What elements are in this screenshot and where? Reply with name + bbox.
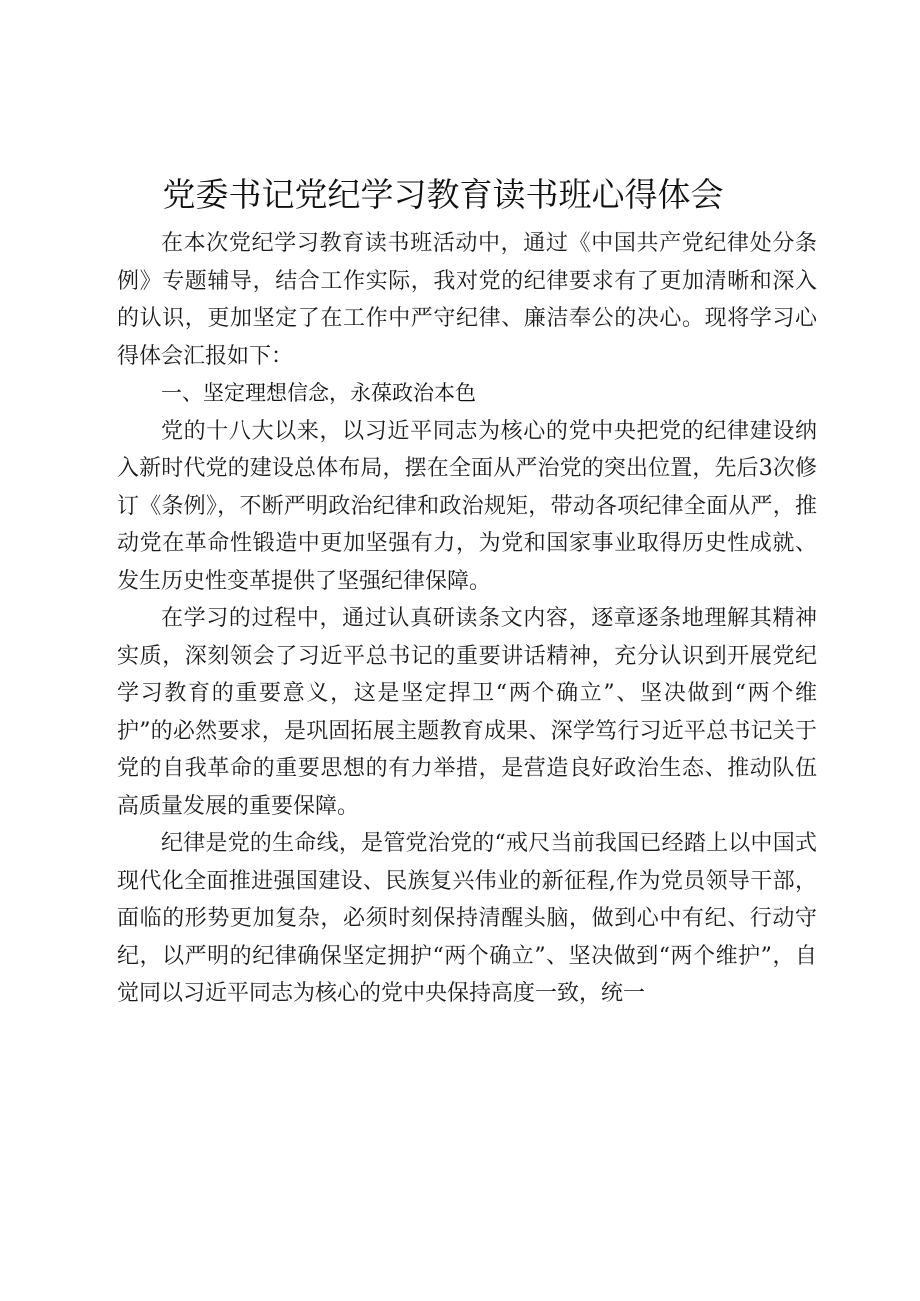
body-paragraph-2: 在学习的过程中，通过认真研读条文内容，逐章逐条地理解其精神实质，深刻领会了习近平总书记的重要讲话精神，充分认识到开展党纪学习教育的重要意义，这是坚定捍卫“两个确立”、坚决做到“两个维护”的必然要求，是巩固拓展主题教育成果、深学笃行习近平总书记关于党的自我革命的重要思想的有力举措，是营造良好政治生态、推动队伍高质量发展的重要保障。 bbox=[117, 606, 817, 819]
section-heading-1: 一、坚定理想信念，永葆政治本色 bbox=[161, 381, 476, 405]
document-body bbox=[117, 225, 817, 1013]
intro-paragraph: 在本次党纪学习教育读书班活动中，通过《中国共产党纪律处分条例》专题辅导，结合工作实际，我对党的纪律要求有了更加清晰和深入的认识，更加坚定了在工作中严守纪律、廉洁奉公的决心。现将学习心得体会汇报如下： bbox=[117, 231, 817, 369]
body-paragraph-3: 纪律是党的生命线，是管党治党的“戒尺当前我国已经踏上以中国式现代化全面推进强国建设、民族复兴伟业的新征程,作为党员领导干部，面临的形势更加复杂，必须时刻保持清醒头脑，做到心中有纪、行动守纪，以严明的纪律确保坚定拥护“两个确立”、坚决做到“两个维护”，自觉同以习近平同志为核心的党中央保持高度一致，统一 bbox=[117, 831, 817, 1006]
body-paragraph-1: 党的十八大以来，以习近平同志为核心的党中央把党的纪律建设纳入新时代党的建设总体布局，摆在全面从严治党的突出位置，先后3次修订《条例》，不断严明政治纪律和政治规矩，带动各项纪律全面从严，推动党在革命性锻造中更加坚强有力，为党和国家事业取得历史性成就、发生历史性变革提供了坚强纪律保障。 bbox=[117, 418, 817, 594]
document-title: 党委书记党纪学习教育读书班心得体会 bbox=[162, 175, 724, 214]
